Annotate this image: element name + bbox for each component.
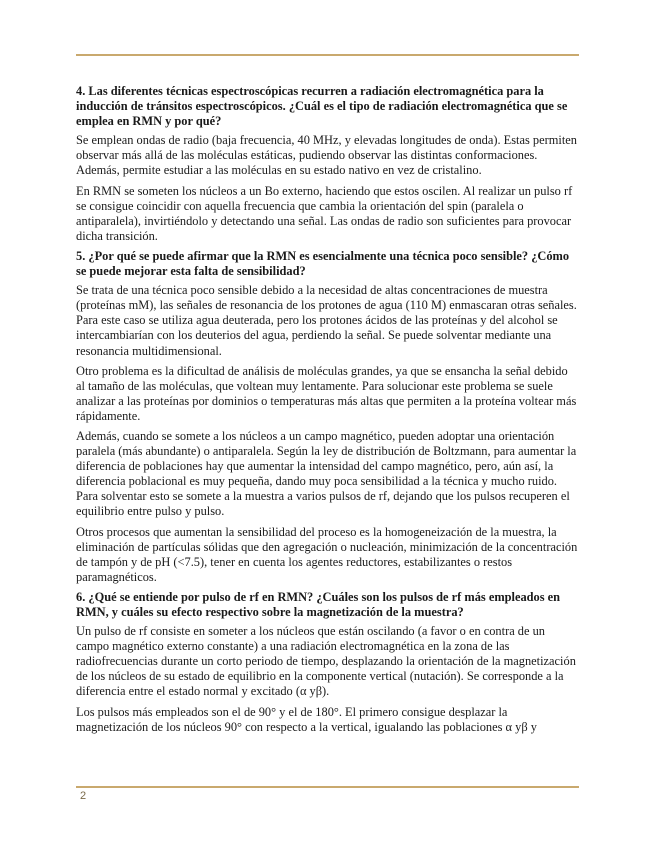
paragraph: Un pulso de rf consiste en someter a los núcleos que están oscilando (a favor o en contra de un campo magnético externo constante) a una radiación electromagnética en la zona de las radiofrecuencias durante un corto periodo de tiempo, desplazando la orientación de la magnetización de los núcleos de su estado de equilibrio en la componente vertical (nutación). Se corresponde a la diferencia entre el estado normal y excitado (α yβ).: [76, 624, 576, 699]
paragraph: Otro problema es la dificultad de análisis de moléculas grandes, ya que se ensancha la señal debido al tamaño de las moléculas, que voltean muy lentamente. Para solucionar este problema se suele analizar a las proteínas por dominios o temperaturas más altas que permiten a la proteína voltear más rápidamente.: [76, 363, 577, 423]
question-6-heading: 6. ¿Qué se entiende por pulso de rf en RMN? ¿Cuáles son los pulsos de rf más empleados en RMN, y cuáles su efecto respectivo sobre la magnetización de la muestra?: [76, 589, 561, 619]
document-body: [76, 84, 579, 740]
question-4-heading: 4. Las diferentes técnicas espectroscópicas recurren a radiación electromagnética para la inducción de tránsitos espectroscópicos. ¿Cuál es el tipo de radiación electromagnética que se emplea en RMN y por qué?: [76, 84, 568, 129]
paragraph: Otros procesos que aumentan la sensibilidad del proceso es la homogeneización de la muestra, la eliminación de partículas sólidas que den agregación o nucleación, minimización de la concentración de tampón y de pH (<7.5), tener en cuenta los agentes reductores, estabilizantes o restos paramagnéticos.: [76, 524, 578, 584]
footer-rule: [76, 786, 579, 788]
paragraph: En RMN se someten los núcleos a un Bo externo, haciendo que estos oscilen. Al realizar un pulso rf se consigue coincidir con aquella frecuencia que cambia la orientación del spin (paralela o antiparalela), invirtiéndolo y detectando una señal. Las ondas de radio son suficientes para provocar dicha transición.: [76, 183, 573, 243]
question-5-heading: 5. ¿Por qué se puede afirmar que la RMN es esencialmente una técnica poco sensible? ¿Cómo se puede mejorar esta falta de sensibilidad?: [76, 248, 570, 279]
section-5: [76, 249, 579, 585]
section-6: [76, 590, 579, 735]
section-4: [76, 84, 579, 244]
paragraph: Se emplean ondas de radio (baja frecuencia, 40 MHz, y elevadas longitudes de onda). Estas permiten observar más allá de las moléculas estáticas, pudiendo observar las distintas conformaciones. Además, permite estudiar a las moléculas en su estado nativo en vez de cristalino.: [76, 133, 577, 178]
page-number: 2: [80, 790, 87, 802]
paragraph: Se trata de una técnica poco sensible debido a la necesidad de altas concentraciones de muestra (proteínas mM), las señales de resonancia de los protones de agua (110 M) enmascaran otras señales. Para este caso se utiliza agua deuterada, pero los protones ácidos de las proteínas y del alcohol se intercambiarían con los deuterios del agua, perdiendo la señal. Se puede solventar mediante una resonancia multidimensional.: [76, 283, 577, 358]
paragraph: Los pulsos más empleados son el de 90° y el de 180°. El primero consigue desplazar la magnetización de los núcleos 90° con respecto a la vertical, igualando las poblaciones α yβ y: [76, 704, 537, 734]
header-rule: [76, 54, 579, 56]
paragraph: Además, cuando se somete a los núcleos a un campo magnético, pueden adoptar una orientación paralela (más abundante) o antiparalela. Según la ley de distribución de Boltzmann, para aumentar la diferencia de poblaciones hay que aumentar la intensidad del campo magnético, pero, aún así, la diferencia poblacional es muy pequeña, dando muy poca sensibilidad a la técnica y mucho ruido. Para solventar esto se somete a la muestra a varios pulsos de rf, dejando que los pulsos recuperen el equilibrio entre pulso y pulso.: [76, 428, 577, 519]
